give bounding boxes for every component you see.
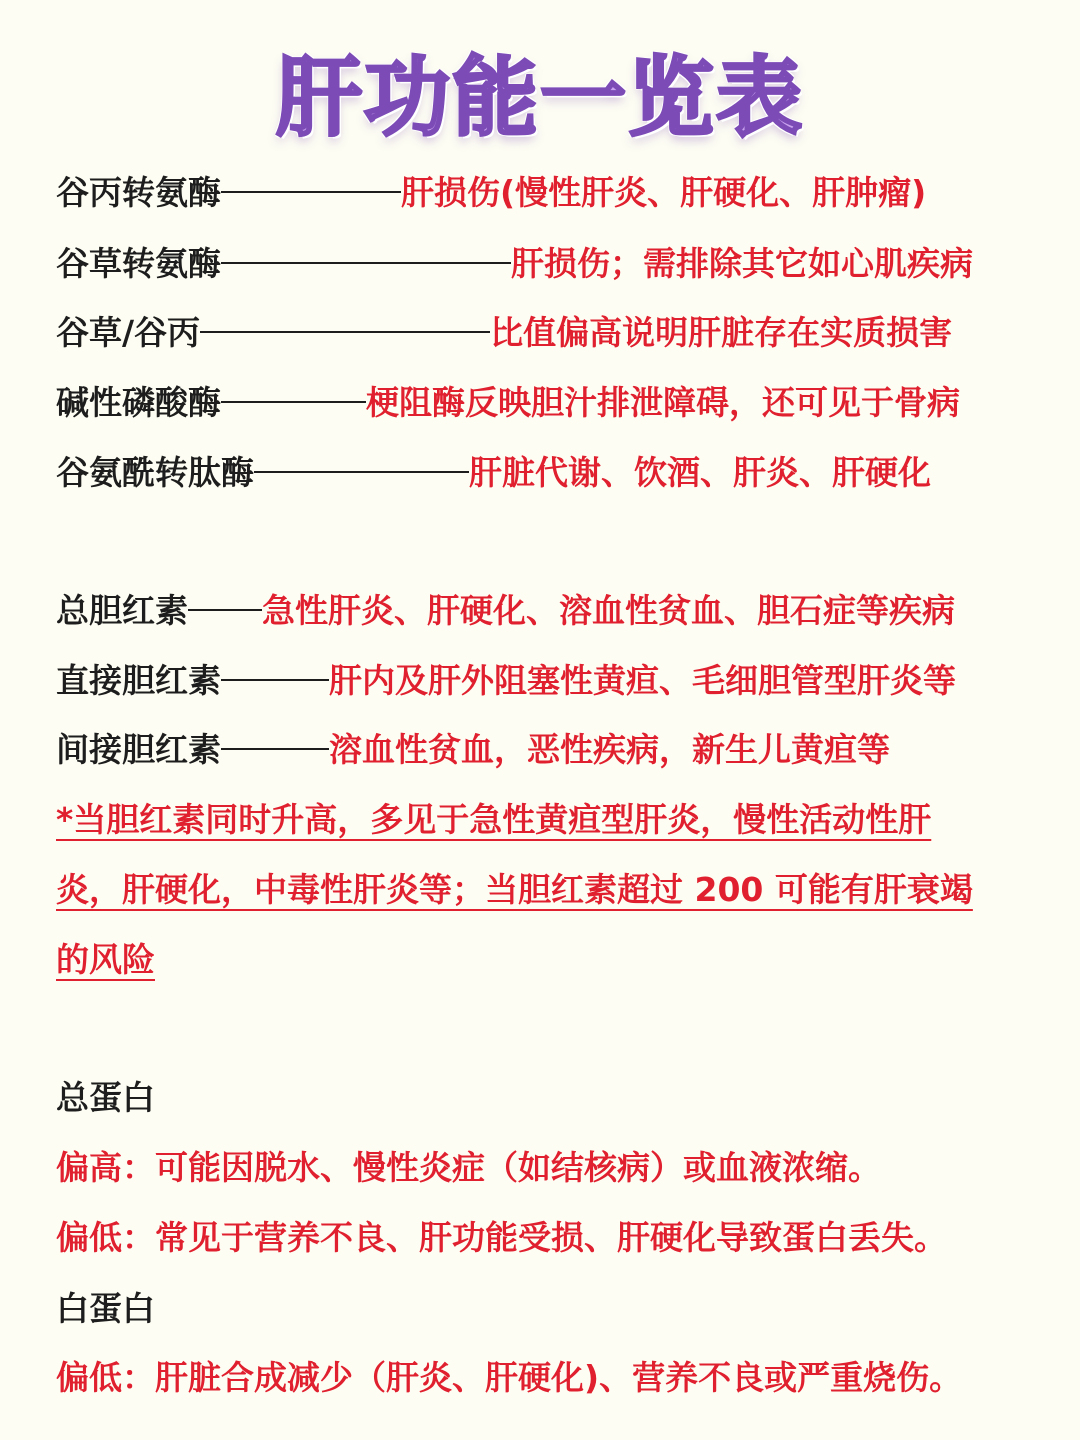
enzyme-desc: 肝损伤；需排除其它如心肌疾病 (511, 243, 973, 283)
bilirubin-term: 直接胆红素 (56, 660, 221, 700)
bilirubin-term: 间接胆红素 (56, 729, 221, 769)
enzyme-desc: 比值偏高说明肝脏存在实质损害 (490, 312, 953, 352)
connector-line (221, 748, 329, 750)
enzyme-desc: 肝脏代谢、饮酒、肝炎、肝硬化 (469, 452, 931, 492)
enzyme-row (56, 305, 1040, 355)
total-protein-low (56, 1212, 1040, 1259)
total-protein-heading: 总蛋白 (56, 1078, 155, 1117)
bilirubin-desc: 肝内及肝外阻塞性黄疸、毛细胆管型肝炎等 (329, 660, 956, 700)
total-protein-high-text: 偏高：可能因脱水、慢性炎症（如结核病）或血液浓缩。 (56, 1148, 881, 1187)
enzyme-desc: 肝损伤(慢性肝炎、肝硬化、肝肿瘤) (401, 172, 927, 212)
connector-line (254, 471, 469, 473)
enzyme-row (56, 165, 1040, 215)
albumin-low (56, 1352, 1040, 1399)
connector-line (221, 401, 366, 403)
enzyme-desc: 梗阻酶反映胆汁排泄障碍，还可见于骨病 (366, 382, 960, 422)
enzyme-term: 谷草转氨酶 (56, 243, 221, 283)
bilirubin-term: 总胆红素 (56, 590, 188, 630)
connector-line (200, 331, 490, 333)
enzyme-term: 谷氨酰转肽酶 (56, 452, 254, 492)
connector-line (221, 191, 401, 193)
albumin-low-text: 偏低：肝脏合成减少（肝炎、肝硬化)、营养不良或严重烧伤。 (56, 1358, 963, 1397)
total-protein-high (56, 1142, 1040, 1189)
enzyme-term: 谷丙转氨酶 (56, 172, 221, 212)
connector-line (221, 262, 511, 264)
bilirubin-desc: 急性肝炎、肝硬化、溶血性贫血、胆石症等疾病 (262, 590, 955, 630)
enzyme-row (56, 236, 1040, 286)
bilirubin-row (56, 722, 1040, 772)
total-protein-low-text: 偏低：常见于营养不良、肝功能受损、肝硬化导致蛋白丢失。 (56, 1218, 947, 1257)
connector-line (188, 609, 262, 611)
albumin-heading: 白蛋白 (56, 1289, 155, 1328)
connector-line (221, 679, 329, 681)
bilirubin-row (56, 653, 1040, 703)
bilirubin-desc: 溶血性贫血，恶性疾病，新生儿黄疸等 (329, 729, 890, 769)
enzyme-term: 碱性磷酸酶 (56, 382, 221, 422)
bilirubin-note: *当胆红素同时升高，多见于急性黄疸型肝炎，慢性活动性肝炎，肝硬化，中毒性肝炎等；当胆红素超过 200 可能有肝衰竭的风险 (56, 800, 973, 979)
enzyme-row (56, 375, 1040, 425)
bilirubin-row (56, 583, 1040, 633)
page-title: 肝功能一览表 (276, 48, 804, 148)
enzyme-row (56, 445, 1040, 495)
enzyme-term: 谷草/谷丙 (56, 312, 201, 352)
